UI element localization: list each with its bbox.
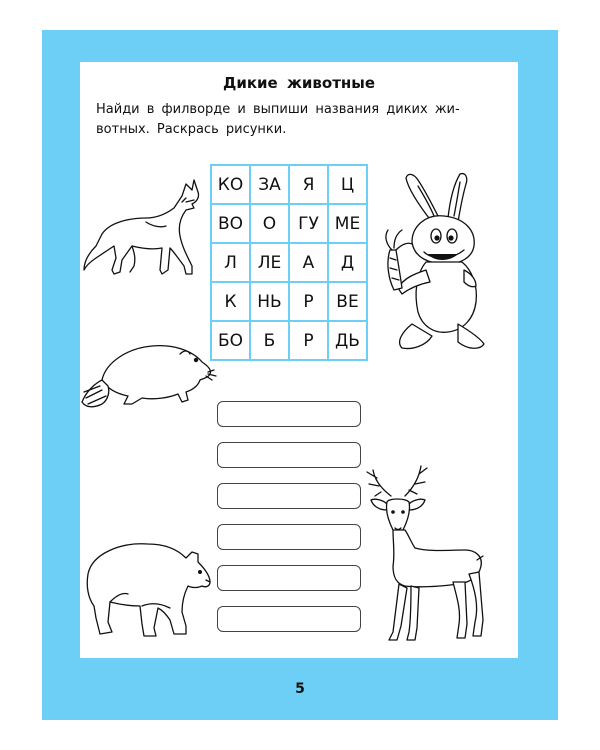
instruction-line-1: Найди в филворде и выпиши названия диких жи- — [96, 102, 460, 117]
instruction-text — [96, 100, 502, 140]
grid-cell[interactable]: Р — [289, 321, 328, 360]
grid-cell[interactable]: Я — [289, 165, 328, 204]
wolf-icon[interactable] — [82, 174, 200, 286]
grid-cell[interactable]: МЕ — [328, 204, 367, 243]
worksheet-page — [80, 62, 518, 658]
grid-cell[interactable]: ДЬ — [328, 321, 367, 360]
grid-cell[interactable]: КО — [211, 165, 250, 204]
grid-cell[interactable]: Б — [250, 321, 289, 360]
grid-cell[interactable]: Р — [289, 282, 328, 321]
page-number: 5 — [295, 681, 305, 697]
answer-box-4[interactable] — [217, 524, 361, 550]
deer-icon[interactable] — [365, 460, 487, 646]
grid-cell[interactable]: ВО — [211, 204, 250, 243]
answer-box-5[interactable] — [217, 565, 361, 591]
grid-cell[interactable]: ГУ — [289, 204, 328, 243]
grid-cell[interactable]: БО — [211, 321, 250, 360]
page-title: Дикие животные — [223, 74, 375, 92]
answer-box-1[interactable] — [217, 401, 361, 427]
wordsearch-grid — [210, 164, 368, 361]
answer-box-2[interactable] — [217, 442, 361, 468]
instruction-line-2: вотных. Раскрась рисунки. — [96, 122, 287, 137]
answer-box-6[interactable] — [217, 606, 361, 632]
grid-cell[interactable]: А — [289, 243, 328, 282]
bear-icon[interactable] — [82, 536, 212, 640]
grid-cell[interactable]: ЛЕ — [250, 243, 289, 282]
grid-cell[interactable]: Ц — [328, 165, 367, 204]
grid-cell[interactable]: О — [250, 204, 289, 243]
beaver-icon[interactable] — [80, 340, 220, 412]
grid-cell[interactable]: Л — [211, 243, 250, 282]
answer-box-3[interactable] — [217, 483, 361, 509]
grid-cell[interactable]: Д — [328, 243, 367, 282]
grid-cell[interactable]: ВЕ — [328, 282, 367, 321]
grid-cell[interactable]: НЬ — [250, 282, 289, 321]
hare-icon[interactable] — [372, 170, 504, 352]
grid-cell[interactable]: К — [211, 282, 250, 321]
grid-cell[interactable]: ЗА — [250, 165, 289, 204]
